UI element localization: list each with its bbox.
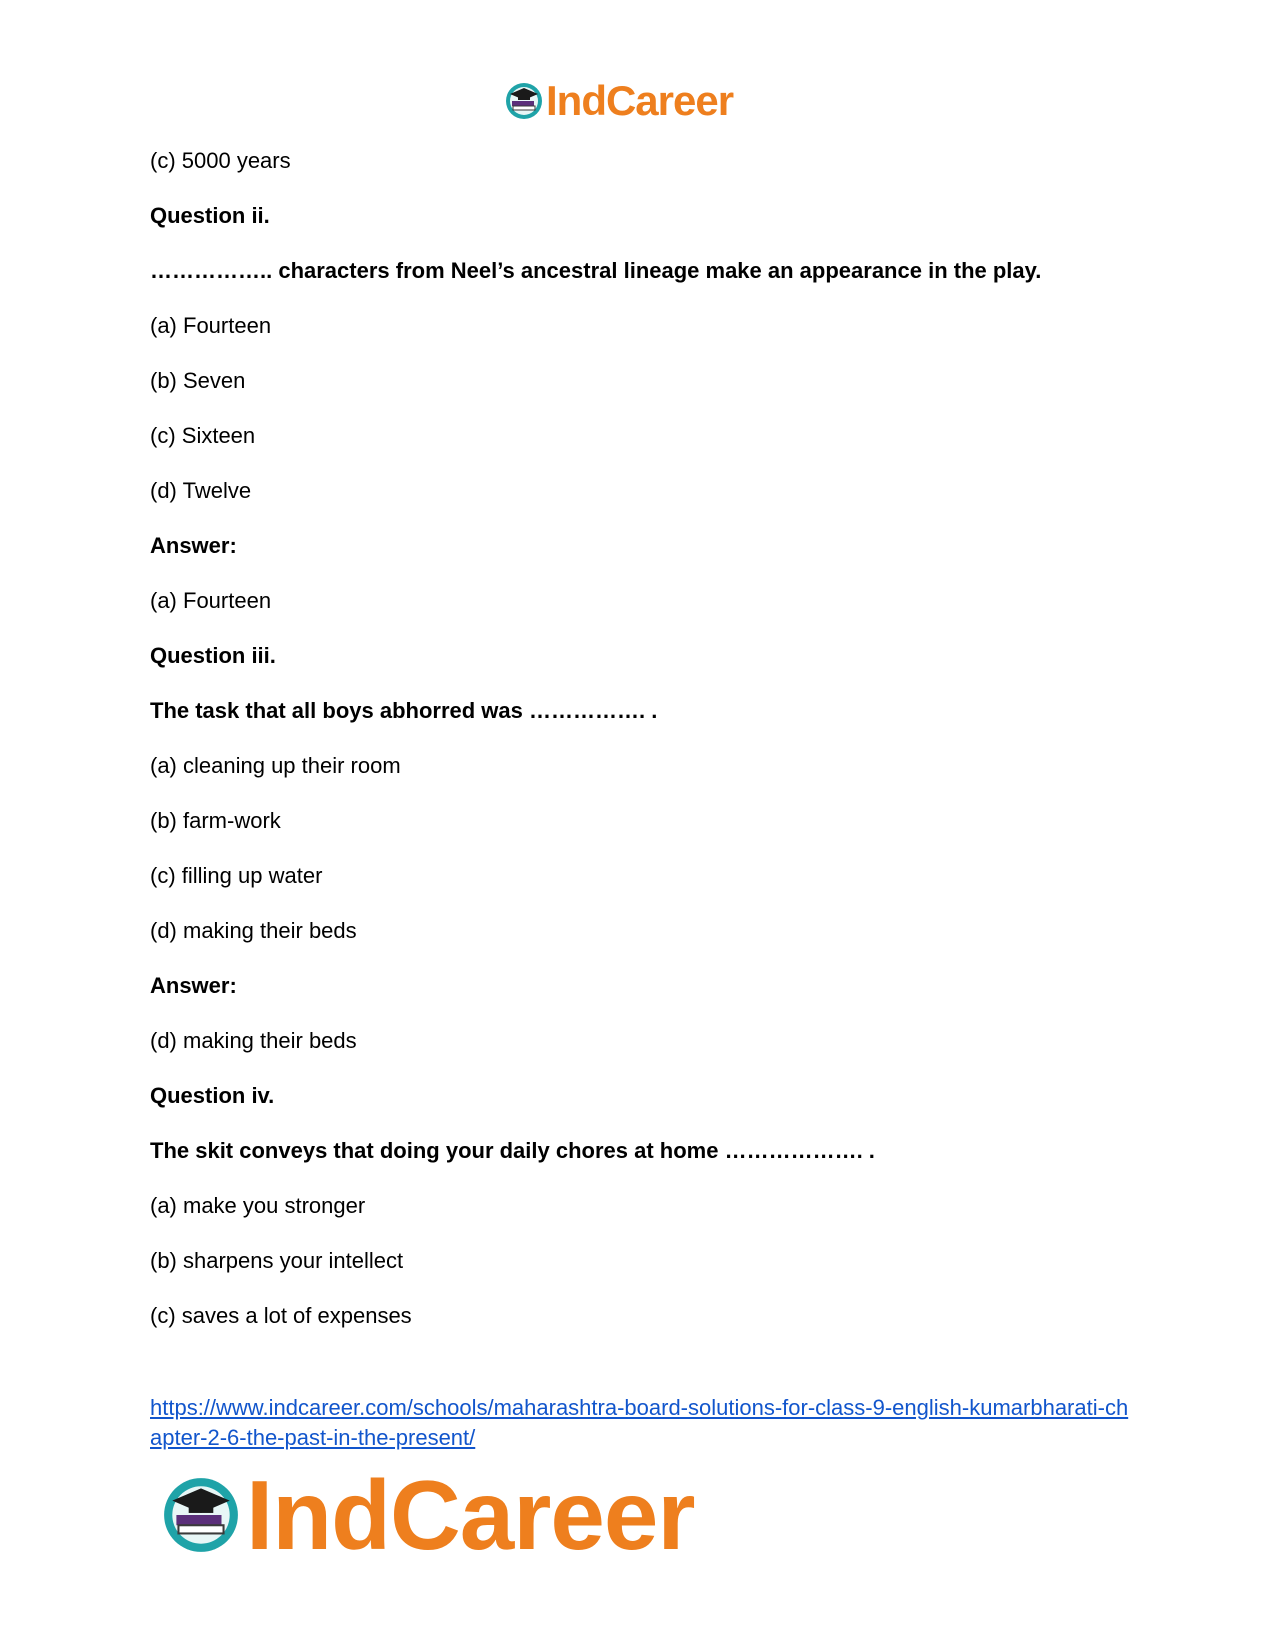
footer-logo bbox=[160, 1460, 695, 1570]
question-text-line: The task that all boys abhorred was ……………. . bbox=[150, 698, 658, 723]
option-text-line: (b) Seven bbox=[150, 368, 246, 393]
document-body bbox=[150, 146, 1140, 1356]
option-text-line: (a) Fourteen bbox=[150, 313, 272, 338]
brand-name-large: IndCareer bbox=[246, 1460, 695, 1570]
option-text-line: (c) Sixteen bbox=[150, 423, 256, 448]
option-text-line: (b) sharpens your intellect bbox=[150, 1248, 404, 1273]
question-text-line: Answer: bbox=[150, 973, 237, 998]
option-text-line: (c) 5000 years bbox=[150, 148, 291, 173]
graduation-book-icon bbox=[504, 81, 544, 121]
option-text-line: (a) Fourteen bbox=[150, 588, 272, 613]
option-text-line: (b) farm-work bbox=[150, 808, 281, 833]
option-text-line: (a) make you stronger bbox=[150, 1193, 366, 1218]
header-logo bbox=[504, 77, 734, 124]
question-text-line: The skit conveys that doing your daily chores at home ………………. . bbox=[150, 1138, 875, 1163]
question-text-line: Question ii. bbox=[150, 203, 270, 228]
option-text-line: (d) Twelve bbox=[150, 478, 252, 503]
question-text-line: Answer: bbox=[150, 533, 237, 558]
option-text-line: (d) making their beds bbox=[150, 918, 357, 943]
question-text-line: Question iii. bbox=[150, 643, 276, 668]
question-text-line: Question iv. bbox=[150, 1083, 275, 1108]
source-url-link[interactable]: https://www.indcareer.com/schools/maharashtra-board-solutions-for-class-9-english-kumarbharati-chapter-2-6-the-past-in-the-present/ bbox=[150, 1395, 1129, 1450]
option-text-line: (c) saves a lot of expenses bbox=[150, 1303, 412, 1328]
question-text-line: …………….. characters from Neel’s ancestral lineage make an appearance in the play. bbox=[150, 258, 1042, 283]
option-text-line: (d) making their beds bbox=[150, 1028, 357, 1053]
brand-name: IndCareer bbox=[546, 77, 734, 124]
option-text-line: (a) cleaning up their room bbox=[150, 753, 401, 778]
option-text-line: (c) filling up water bbox=[150, 863, 323, 888]
graduation-book-icon bbox=[160, 1474, 242, 1556]
